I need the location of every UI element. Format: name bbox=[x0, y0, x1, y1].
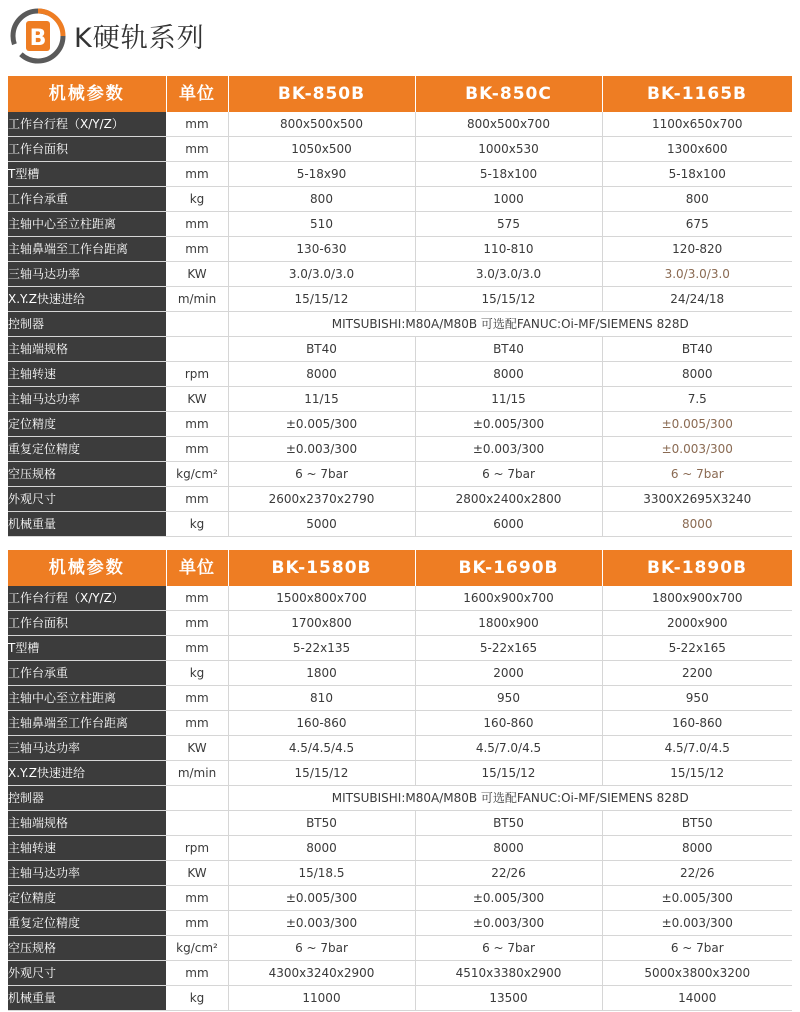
spec-value: 3.0/3.0/3.0 bbox=[415, 262, 602, 287]
row-unit bbox=[166, 337, 228, 362]
table-row bbox=[8, 312, 792, 337]
row-label: 工作台面积 bbox=[8, 137, 166, 162]
spec-value: 1800x900 bbox=[415, 611, 602, 636]
row-label: 主轴端规格 bbox=[8, 811, 166, 836]
table-row bbox=[8, 936, 792, 961]
row-unit: rpm bbox=[166, 836, 228, 861]
spec-value: 110-810 bbox=[415, 237, 602, 262]
table-row bbox=[8, 661, 792, 686]
table-row bbox=[8, 437, 792, 462]
spec-value: 1500x800x700 bbox=[228, 586, 415, 611]
spec-value: BT40 bbox=[602, 337, 792, 362]
row-unit: mm bbox=[166, 611, 228, 636]
table-row bbox=[8, 636, 792, 661]
spec-value: 15/18.5 bbox=[228, 861, 415, 886]
row-label: 定位精度 bbox=[8, 886, 166, 911]
row-unit: kg bbox=[166, 986, 228, 1011]
row-label: 定位精度 bbox=[8, 412, 166, 437]
row-label: 工作台行程（X/Y/Z） bbox=[8, 112, 166, 137]
spec-value: 14000 bbox=[602, 986, 792, 1011]
spec-value: 13500 bbox=[415, 986, 602, 1011]
header-param: 机械参数 bbox=[8, 550, 166, 586]
row-unit: mm bbox=[166, 112, 228, 137]
row-label: 工作台行程（X/Y/Z） bbox=[8, 586, 166, 611]
row-unit: mm bbox=[166, 586, 228, 611]
row-unit bbox=[166, 786, 228, 811]
row-unit: KW bbox=[166, 262, 228, 287]
spec-value: 2000 bbox=[415, 661, 602, 686]
row-unit: mm bbox=[166, 137, 228, 162]
spec-value: ±0.003/300 bbox=[415, 911, 602, 936]
spec-value: ±0.005/300 bbox=[228, 886, 415, 911]
row-label: 工作台面积 bbox=[8, 611, 166, 636]
row-unit: kg bbox=[166, 661, 228, 686]
page-header bbox=[0, 0, 800, 76]
spec-table-1 bbox=[8, 76, 793, 537]
spec-value: 3.0/3.0/3.0 bbox=[602, 262, 792, 287]
table-row bbox=[8, 387, 792, 412]
header-unit: 单位 bbox=[166, 76, 228, 112]
spec-value: ±0.005/300 bbox=[602, 886, 792, 911]
table-row bbox=[8, 212, 792, 237]
spec-value: 15/15/12 bbox=[228, 287, 415, 312]
spec-value: 5000 bbox=[228, 512, 415, 537]
row-label: 重复定位精度 bbox=[8, 911, 166, 936]
spec-value: 1000 bbox=[415, 187, 602, 212]
row-label: 主轴中心至立柱距离 bbox=[8, 212, 166, 237]
spec-value: 800x500x700 bbox=[415, 112, 602, 137]
spec-value: 1700x800 bbox=[228, 611, 415, 636]
row-unit: KW bbox=[166, 387, 228, 412]
logo-letter: B bbox=[29, 26, 47, 51]
row-label: 三轴马达功率 bbox=[8, 736, 166, 761]
spec-value: 120-820 bbox=[602, 237, 792, 262]
table-row bbox=[8, 462, 792, 487]
spec-value: ±0.003/300 bbox=[228, 911, 415, 936]
spec-value: 4.5/7.0/4.5 bbox=[415, 736, 602, 761]
table-row bbox=[8, 736, 792, 761]
row-label: X.Y.Z快速进给 bbox=[8, 761, 166, 786]
spec-value: 5-18x90 bbox=[228, 162, 415, 187]
table-header-row bbox=[8, 76, 792, 112]
spec-value: 810 bbox=[228, 686, 415, 711]
spec-value: 130-630 bbox=[228, 237, 415, 262]
table-row bbox=[8, 337, 792, 362]
row-label: 主轴转速 bbox=[8, 362, 166, 387]
spec-value: 2800x2400x2800 bbox=[415, 487, 602, 512]
row-unit: m/min bbox=[166, 287, 228, 312]
row-label: 三轴马达功率 bbox=[8, 262, 166, 287]
spec-value: 5-22x165 bbox=[415, 636, 602, 661]
controller-value: MITSUBISHI:M80A/M80B 可选配FANUC:Oi-MF/SIEMENS 828D bbox=[228, 312, 792, 337]
spec-value: 800 bbox=[228, 187, 415, 212]
spec-value: ±0.003/300 bbox=[415, 437, 602, 462]
table-row bbox=[8, 187, 792, 212]
table-row bbox=[8, 911, 792, 936]
spec-value: 15/15/12 bbox=[228, 761, 415, 786]
table-row bbox=[8, 961, 792, 986]
row-unit: mm bbox=[166, 886, 228, 911]
spec-value: 5000x3800x3200 bbox=[602, 961, 792, 986]
table-row bbox=[8, 836, 792, 861]
row-unit: rpm bbox=[166, 362, 228, 387]
spec-value: 8000 bbox=[415, 836, 602, 861]
spec-value: 5-22x135 bbox=[228, 636, 415, 661]
spec-value: 160-860 bbox=[228, 711, 415, 736]
spec-value: BT50 bbox=[228, 811, 415, 836]
table-row bbox=[8, 986, 792, 1011]
spec-value: 15/15/12 bbox=[415, 761, 602, 786]
spec-value: ±0.005/300 bbox=[415, 886, 602, 911]
row-unit: kg bbox=[166, 512, 228, 537]
row-unit: mm bbox=[166, 162, 228, 187]
row-unit: mm bbox=[166, 711, 228, 736]
spec-value: 7.5 bbox=[602, 387, 792, 412]
row-unit: kg/cm² bbox=[166, 936, 228, 961]
row-unit: mm bbox=[166, 487, 228, 512]
row-label: 主轴鼻端至工作台距离 bbox=[8, 237, 166, 262]
row-label: 工作台承重 bbox=[8, 187, 166, 212]
table-row bbox=[8, 362, 792, 387]
table-row bbox=[8, 487, 792, 512]
row-label: T型槽 bbox=[8, 636, 166, 661]
row-unit: mm bbox=[166, 237, 228, 262]
row-label: 主轴马达功率 bbox=[8, 387, 166, 412]
spec-value: ±0.005/300 bbox=[602, 412, 792, 437]
row-label: 主轴鼻端至工作台距离 bbox=[8, 711, 166, 736]
spec-value: BT40 bbox=[415, 337, 602, 362]
header-model: BK-1165B bbox=[602, 76, 792, 112]
spec-value: 8000 bbox=[415, 362, 602, 387]
spec-value: 2200 bbox=[602, 661, 792, 686]
spec-value: 6 ~ 7bar bbox=[415, 462, 602, 487]
row-unit: mm bbox=[166, 212, 228, 237]
table-row bbox=[8, 262, 792, 287]
row-label: 外观尺寸 bbox=[8, 487, 166, 512]
row-unit bbox=[166, 811, 228, 836]
row-unit: mm bbox=[166, 686, 228, 711]
table-row bbox=[8, 861, 792, 886]
spec-value: 15/15/12 bbox=[602, 761, 792, 786]
table-row bbox=[8, 811, 792, 836]
spec-value: 22/26 bbox=[602, 861, 792, 886]
spec-value: 1600x900x700 bbox=[415, 586, 602, 611]
brand-logo-icon bbox=[10, 8, 66, 64]
row-unit: KW bbox=[166, 736, 228, 761]
table-row bbox=[8, 786, 792, 811]
row-unit bbox=[166, 312, 228, 337]
spec-value: 15/15/12 bbox=[415, 287, 602, 312]
header-model: BK-1580B bbox=[228, 550, 415, 586]
table-row bbox=[8, 886, 792, 911]
row-label: 外观尺寸 bbox=[8, 961, 166, 986]
spec-value: 2000x900 bbox=[602, 611, 792, 636]
row-label: 控制器 bbox=[8, 312, 166, 337]
spec-value: 160-860 bbox=[415, 711, 602, 736]
spec-value: 1000x530 bbox=[415, 137, 602, 162]
row-label: 控制器 bbox=[8, 786, 166, 811]
row-unit: m/min bbox=[166, 761, 228, 786]
header-param: 机械参数 bbox=[8, 76, 166, 112]
spec-value: 11000 bbox=[228, 986, 415, 1011]
spec-value: 6 ~ 7bar bbox=[228, 462, 415, 487]
spec-value: 800x500x500 bbox=[228, 112, 415, 137]
row-unit: mm bbox=[166, 911, 228, 936]
row-label: 空压规格 bbox=[8, 462, 166, 487]
row-label: 主轴马达功率 bbox=[8, 861, 166, 886]
spec-value: 6 ~ 7bar bbox=[415, 936, 602, 961]
spec-value: 6000 bbox=[415, 512, 602, 537]
spec-value: 3.0/3.0/3.0 bbox=[228, 262, 415, 287]
spec-value: BT50 bbox=[415, 811, 602, 836]
spec-value: ±0.003/300 bbox=[602, 911, 792, 936]
spec-value: 950 bbox=[602, 686, 792, 711]
header-model: BK-1690B bbox=[415, 550, 602, 586]
spec-value: 11/15 bbox=[415, 387, 602, 412]
spec-value: 24/24/18 bbox=[602, 287, 792, 312]
spec-value: ±0.003/300 bbox=[602, 437, 792, 462]
spec-value: 510 bbox=[228, 212, 415, 237]
header-model: BK-850B bbox=[228, 76, 415, 112]
row-label: T型槽 bbox=[8, 162, 166, 187]
spec-value: 2600x2370x2790 bbox=[228, 487, 415, 512]
row-unit: kg/cm² bbox=[166, 462, 228, 487]
spec-value: 5-18x100 bbox=[602, 162, 792, 187]
spec-value: 1800 bbox=[228, 661, 415, 686]
spec-value: 6 ~ 7bar bbox=[602, 462, 792, 487]
spec-value: 6 ~ 7bar bbox=[602, 936, 792, 961]
spec-value: 5-18x100 bbox=[415, 162, 602, 187]
spec-value: 1300x600 bbox=[602, 137, 792, 162]
row-label: 主轴中心至立柱距离 bbox=[8, 686, 166, 711]
row-label: 空压规格 bbox=[8, 936, 166, 961]
table-row bbox=[8, 586, 792, 611]
row-unit: KW bbox=[166, 861, 228, 886]
table-row bbox=[8, 287, 792, 312]
spec-value: 8000 bbox=[602, 362, 792, 387]
spec-value: 3300X2695X3240 bbox=[602, 487, 792, 512]
row-label: 机械重量 bbox=[8, 986, 166, 1011]
table-row bbox=[8, 761, 792, 786]
spec-value: ±0.005/300 bbox=[228, 412, 415, 437]
row-unit: mm bbox=[166, 412, 228, 437]
row-unit: mm bbox=[166, 636, 228, 661]
spec-value: ±0.005/300 bbox=[415, 412, 602, 437]
table-row bbox=[8, 162, 792, 187]
row-label: 重复定位精度 bbox=[8, 437, 166, 462]
spec-value: 8000 bbox=[602, 512, 792, 537]
spec-value: 22/26 bbox=[415, 861, 602, 886]
row-unit: kg bbox=[166, 187, 228, 212]
row-label: 机械重量 bbox=[8, 512, 166, 537]
table-row bbox=[8, 237, 792, 262]
spec-value: 1800x900x700 bbox=[602, 586, 792, 611]
spec-value: 4.5/7.0/4.5 bbox=[602, 736, 792, 761]
table-row bbox=[8, 611, 792, 636]
spec-value: 8000 bbox=[602, 836, 792, 861]
spec-table-2 bbox=[8, 550, 793, 1011]
spec-value: 11/15 bbox=[228, 387, 415, 412]
row-unit: mm bbox=[166, 437, 228, 462]
table-row bbox=[8, 686, 792, 711]
row-label: X.Y.Z快速进给 bbox=[8, 287, 166, 312]
header-model: BK-850C bbox=[415, 76, 602, 112]
spec-value: 1050x500 bbox=[228, 137, 415, 162]
row-unit: mm bbox=[166, 961, 228, 986]
page-title: K硬轨系列 bbox=[74, 23, 205, 54]
spec-value: 160-860 bbox=[602, 711, 792, 736]
spec-value: 4510x3380x2900 bbox=[415, 961, 602, 986]
controller-value: MITSUBISHI:M80A/M80B 可选配FANUC:Oi-MF/SIEMENS 828D bbox=[228, 786, 792, 811]
spec-value: ±0.003/300 bbox=[228, 437, 415, 462]
table-row bbox=[8, 711, 792, 736]
row-label: 工作台承重 bbox=[8, 661, 166, 686]
table-row bbox=[8, 412, 792, 437]
row-label: 主轴端规格 bbox=[8, 337, 166, 362]
spec-value: 4.5/4.5/4.5 bbox=[228, 736, 415, 761]
spec-value: 575 bbox=[415, 212, 602, 237]
row-label: 主轴转速 bbox=[8, 836, 166, 861]
spec-value: BT40 bbox=[228, 337, 415, 362]
spec-value: 950 bbox=[415, 686, 602, 711]
table-row bbox=[8, 137, 792, 162]
spec-value: 6 ~ 7bar bbox=[228, 936, 415, 961]
spec-value: BT50 bbox=[602, 811, 792, 836]
spec-value: 8000 bbox=[228, 362, 415, 387]
header-model: BK-1890B bbox=[602, 550, 792, 586]
table-row bbox=[8, 112, 792, 137]
spec-value: 800 bbox=[602, 187, 792, 212]
table-row bbox=[8, 512, 792, 537]
header-unit: 单位 bbox=[166, 550, 228, 586]
spec-value: 4300x3240x2900 bbox=[228, 961, 415, 986]
spec-value: 8000 bbox=[228, 836, 415, 861]
spec-value: 5-22x165 bbox=[602, 636, 792, 661]
table-header-row bbox=[8, 550, 792, 586]
spec-value: 1100x650x700 bbox=[602, 112, 792, 137]
spec-value: 675 bbox=[602, 212, 792, 237]
